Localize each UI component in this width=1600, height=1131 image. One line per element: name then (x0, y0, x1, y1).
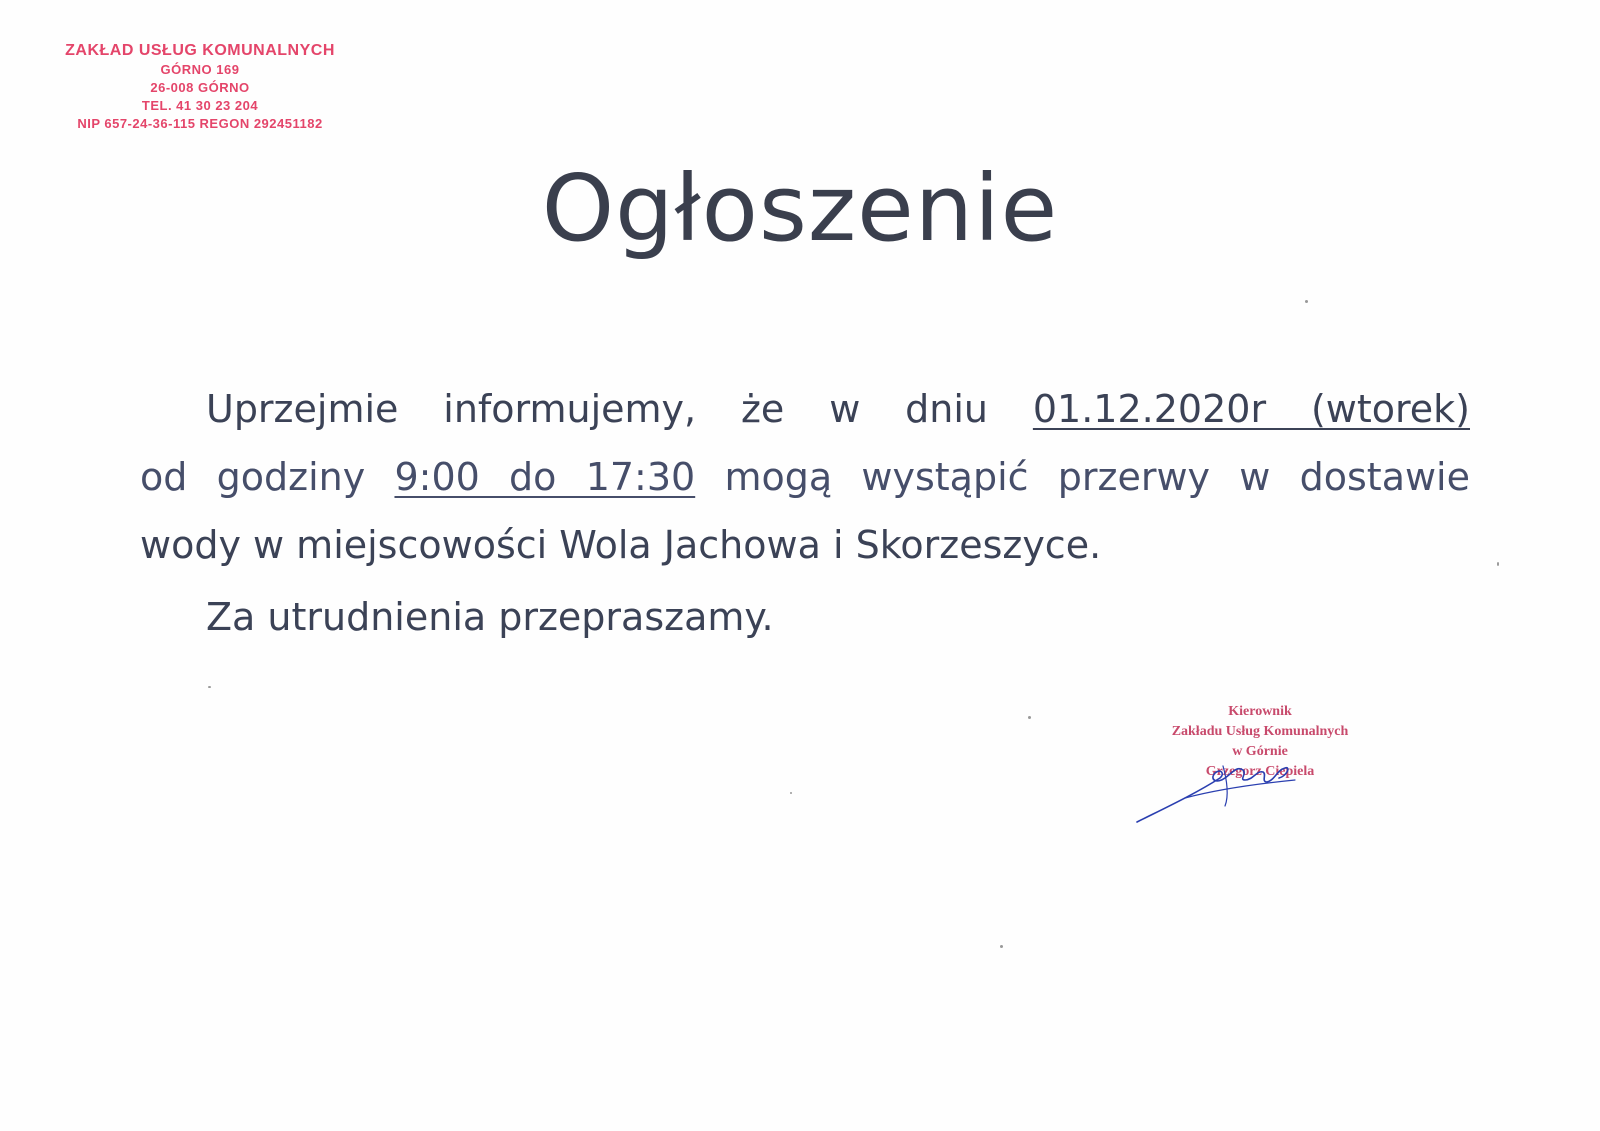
body-line-2-suffix: mogą wystąpić przerwy w dostawie (695, 455, 1470, 499)
body-line-1-prefix: Uprzejmie informujemy, że w dniu (206, 387, 1033, 431)
stamp-postal: 26-008 GÓRNO (150, 80, 250, 95)
scan-speck (1000, 945, 1003, 948)
body-line-1 (140, 375, 1470, 443)
stamp-company-name: ZAKŁAD USŁUG KOMUNALNYCH (65, 42, 335, 59)
scan-speck (208, 686, 211, 688)
body-line-3: wody w miejscowości Wola Jachowa i Skorzeszyce. (140, 523, 1102, 567)
scan-speck (1028, 716, 1031, 719)
signature-place: w Górnie (1232, 744, 1288, 759)
body-line-2-prefix: od godziny (140, 455, 395, 499)
stamp-address: GÓRNO 169 (160, 62, 240, 77)
scan-speck (1497, 562, 1499, 566)
signature-unit: Zakładu Usług Komunalnych (1171, 724, 1349, 739)
scan-speck (790, 792, 792, 794)
stamp-phone: TEL. 41 30 23 204 (141, 98, 259, 113)
announcement-body (140, 375, 1470, 579)
outage-hours: 9:00 do 17:30 (394, 455, 696, 499)
company-stamp (40, 42, 360, 133)
stamp-ids: NIP 657-24-36-115 REGON 292451182 (77, 116, 323, 131)
outage-date: 01.12.2020r (wtorek) (1032, 387, 1470, 431)
body-line-2 (140, 443, 1470, 511)
handwritten-signature (1125, 740, 1325, 830)
scan-speck (1305, 300, 1308, 303)
page-title: Ogłoszenie (541, 155, 1059, 262)
signature-person: Grzegorz Ciepiela (1205, 764, 1315, 779)
apology-text: Za utrudnienia przepraszamy. (206, 595, 774, 639)
signature-role: Kierownik (1228, 704, 1292, 719)
